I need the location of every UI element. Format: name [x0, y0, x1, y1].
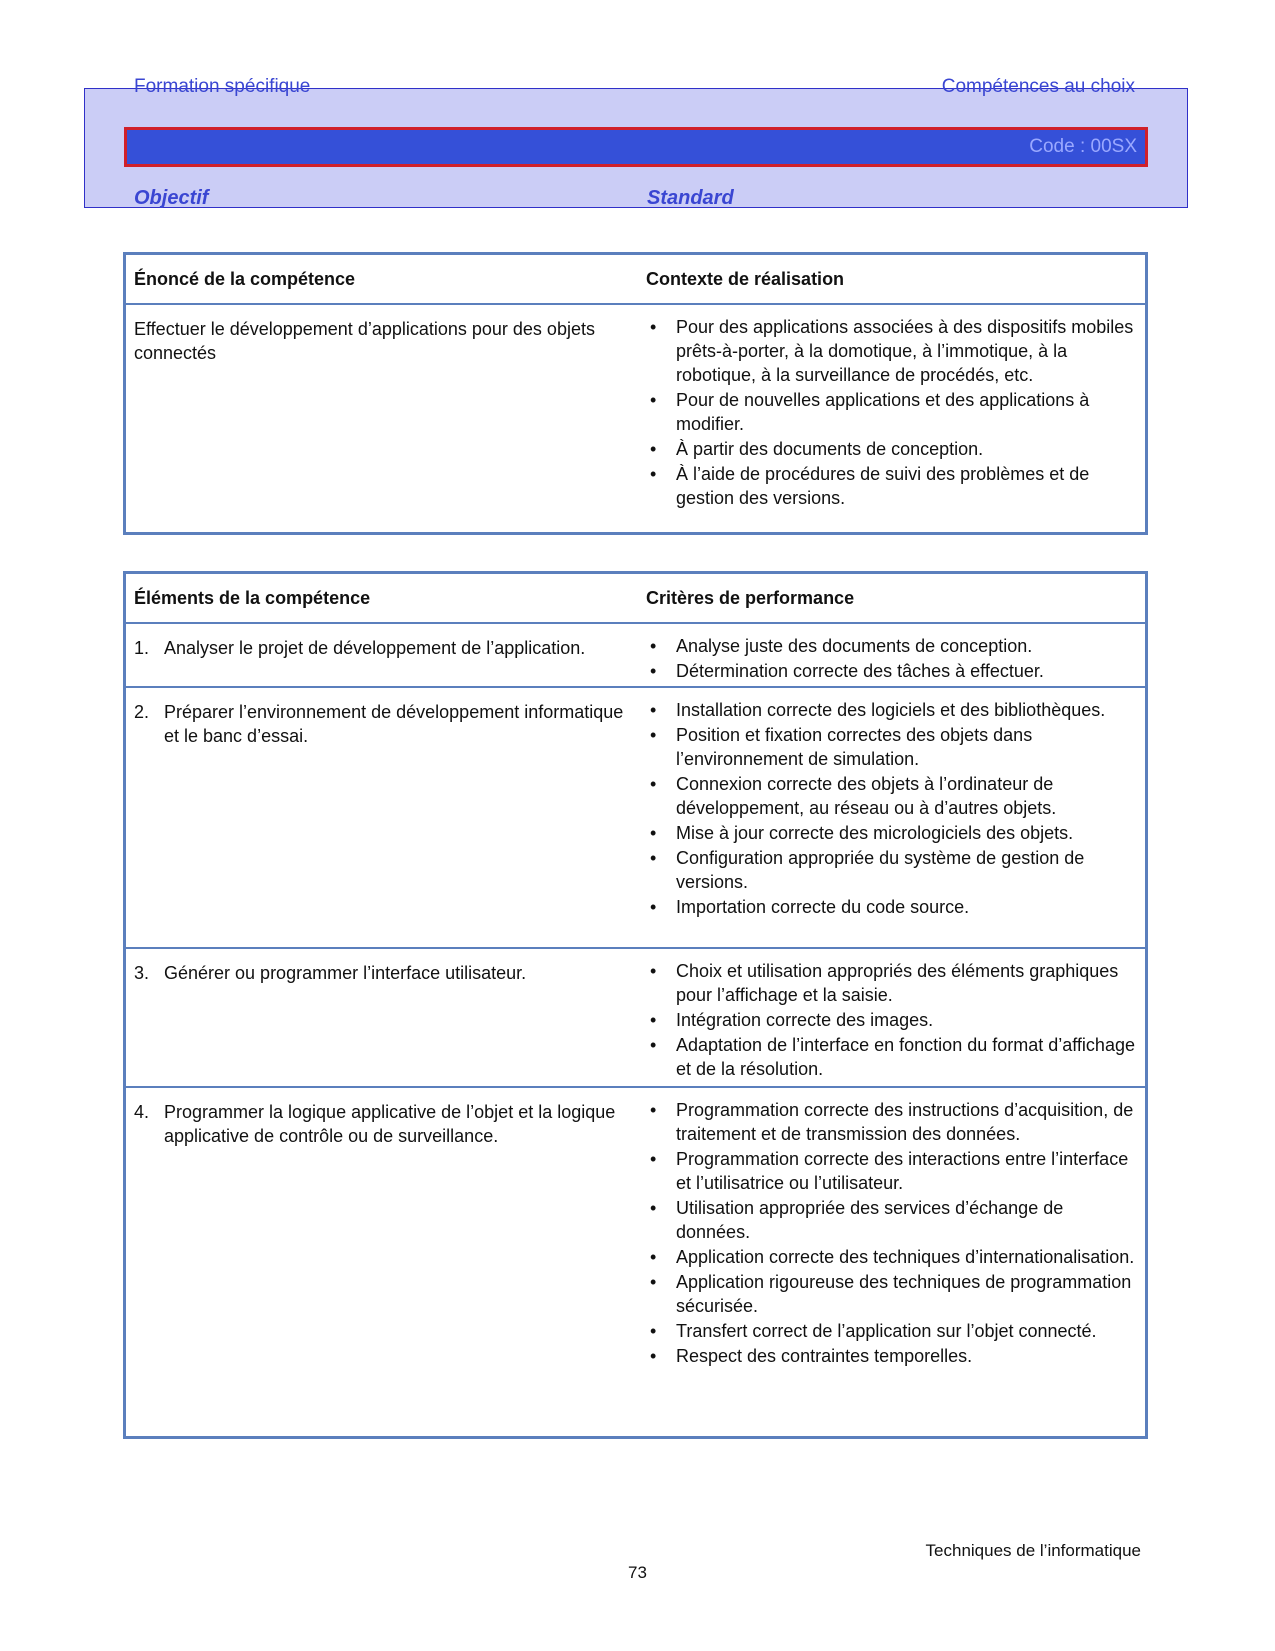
- criterion-item: • Installation correcte des logiciels et des bibliothèques.: [646, 698, 1136, 722]
- criteria-header: Critères de performance: [646, 588, 855, 608]
- criterion-item: • Application rigoureuse des techniques de programmation sécurisée.: [646, 1270, 1136, 1318]
- page-number: 73: [628, 1563, 647, 1582]
- competency-statement: [134, 317, 624, 365]
- element-row-4: [126, 1088, 1145, 1440]
- criteria-list: [646, 698, 1136, 920]
- context-item: • À l’aide de procédures de suivi des problèmes et de gestion des versions.: [646, 462, 1136, 510]
- criterion-item: • Respect des contraintes temporelles.: [646, 1344, 1136, 1368]
- element-number: 4.: [134, 1102, 150, 1122]
- elements-header: Éléments de la compétence: [134, 588, 371, 608]
- element-row-3: [126, 949, 1145, 1088]
- context-item: • À partir des documents de conception.: [646, 437, 1136, 461]
- criterion-item: • Application correcte des techniques d’internationalisation.: [646, 1245, 1136, 1269]
- element-text: Programmer la logique applicative de l’objet et la logique applicative de contrôle ou de surveillance.: [164, 1102, 616, 1146]
- elements-table: [123, 571, 1148, 1439]
- criterion-item: • Transfert correct de l’application sur l’objet connecté.: [646, 1319, 1136, 1343]
- context-item: • Pour de nouvelles applications et des applications à modifier.: [646, 388, 1136, 436]
- element-row-1: [126, 624, 1145, 688]
- criterion-item: • Programmation correcte des interactions entre l’interface et l’utilisatrice ou l’utilisateur.: [646, 1147, 1136, 1195]
- element-description: [134, 1100, 624, 1148]
- statement-row: [126, 305, 1145, 530]
- criteria-list: [646, 634, 1136, 684]
- criterion-item: • Utilisation appropriée des services d’échange de données.: [646, 1196, 1136, 1244]
- statement-text: Effectuer le développement d’applications pour des objets connectés: [134, 319, 595, 363]
- context-header: Contexte de réalisation: [646, 269, 845, 289]
- statement-table: [123, 252, 1148, 535]
- competency-code: Code : 00SX: [1029, 136, 1137, 157]
- element-description: [134, 961, 624, 985]
- criterion-item: • Position et fixation correctes des objets dans l’environnement de simulation.: [646, 723, 1136, 771]
- criterion-item: • Intégration correcte des images.: [646, 1008, 1136, 1032]
- standard-label: Standard: [647, 187, 734, 209]
- elements-table-header: [126, 574, 1145, 624]
- element-text: Préparer l’environnement de développement informatique et le banc d’essai.: [164, 702, 624, 746]
- criteria-list: [646, 1098, 1136, 1369]
- element-number: 2.: [134, 702, 150, 722]
- footer-program-title: Techniques de l’informatique: [925, 1541, 1141, 1560]
- criteria-list: [646, 959, 1136, 1082]
- criterion-item: • Analyse juste des documents de conception.: [646, 634, 1136, 658]
- element-text: Analyser le projet de développement de l’application.: [164, 638, 586, 658]
- element-number: 3.: [134, 963, 150, 983]
- element-row-2: [126, 688, 1145, 949]
- element-description: [134, 700, 624, 748]
- code-bar: [124, 127, 1148, 167]
- criterion-item: • Choix et utilisation appropriés des éléments graphiques pour l’affichage et la saisie.: [646, 959, 1136, 1007]
- element-description: [134, 636, 624, 660]
- criterion-item: • Connexion correcte des objets à l’ordinateur de développement, au réseau ou à d’autres objets.: [646, 772, 1136, 820]
- context-item: • Pour des applications associées à des dispositifs mobiles prêts-à-porter, à la domotique, à l’immotique, à la robotique, à la surveillance de procédés, etc.: [646, 315, 1136, 387]
- element-text: Générer ou programmer l’interface utilisateur.: [164, 963, 527, 983]
- criterion-item: • Programmation correcte des instructions d’acquisition, de traitement et de transmission des données.: [646, 1098, 1136, 1146]
- objective-label: Objectif: [134, 187, 209, 209]
- element-number: 1.: [134, 638, 150, 658]
- criterion-item: • Mise à jour correcte des micrologiciels des objets.: [646, 821, 1136, 845]
- statement-header: Énoncé de la compétence: [134, 269, 356, 289]
- statement-table-header: [126, 255, 1145, 305]
- criterion-item: • Détermination correcte des tâches à effectuer.: [646, 659, 1136, 683]
- context-list: [646, 315, 1136, 511]
- criterion-item: • Importation correcte du code source.: [646, 895, 1136, 919]
- running-header-left: Formation spécifique: [134, 76, 311, 97]
- running-header-right: Compétences au choix: [941, 76, 1135, 97]
- criterion-item: • Configuration appropriée du système de gestion de versions.: [646, 846, 1136, 894]
- criterion-item: • Adaptation de l’interface en fonction du format d’affichage et de la résolution.: [646, 1033, 1136, 1081]
